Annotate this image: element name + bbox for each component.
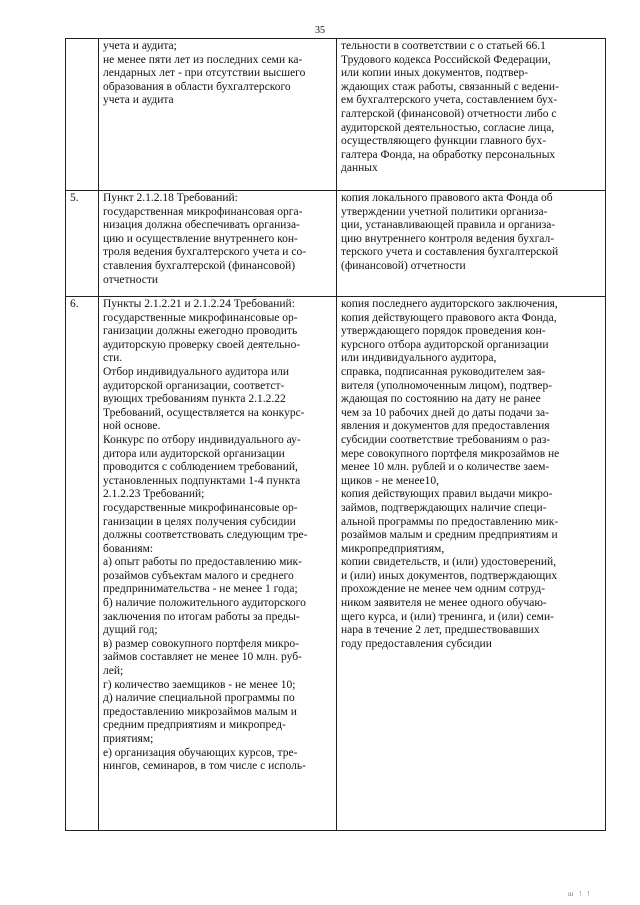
documents-text: копия локального правового акта Фонда об утверждении учетной политики организа- ции, устанавливающей правила и организа- цию внутреннего контроля ведения бухгал- терского учета и составления бухгалтерской (финансовой) отчетности	[337, 191, 606, 297]
page-number: 35	[315, 25, 325, 36]
requirements-table	[65, 38, 606, 831]
requirement-text: учета и аудита; не менее пяти лет из последних семи ка- лендарных лет - при отсутствии высшего образования в области бухгалтерского учета и аудита	[99, 39, 337, 191]
scan-mark: ш ! !	[568, 890, 592, 898]
requirement-text: Пункт 2.1.2.18 Требований: государственная микрофинансовая орга- низация должна обеспечивать организа- цию и осуществление внутреннего кон- троля ведения бухгалтерского учета и со- ставления бухгалтерской (финансовой) отчетности	[99, 191, 337, 297]
documents-text: тельности в соответствии с о статьей 66.1 Трудового кодекса Российской Федерации, или копии иных документов, подтвер- ждающих стаж работы, связанный с ведени- ем бухгалтерского учета, составлением бух- галтерской (финансовой) отчетности либо с аудиторской деятельностью, согласие лица, осуществляющего функции главного бух- галтера Фонда, на обработку персональных данных	[337, 39, 606, 191]
table-row	[66, 39, 606, 191]
requirement-text: Пункты 2.1.2.21 и 2.1.2.24 Требований: государственные микрофинансовые ор- ганизации должны ежегодно проводить аудиторскую проверку своей деятельно- сти. Отбор индивидуального аудитора или аудиторской организации, соответст- вующих требованиям пункта 2.1.2.22 Требований, осуществляется на конкурс- ной основе. Конкурс по отбору индивидуального ау- дитора или аудиторской организации проводится с соблюдением требований, установленных подпунктами 1-4 пункта 2.1.2.23 Требований; государственные микрофинансовые ор- ганизации в целях получения субсидии должны соответствовать следующим тре- бованиям: а) опыт работы по предоставлению мик- розаймов субъектам малого и среднего предпринимательства - не менее 1 года; б) наличие положительного аудиторского заключения по итогам работы за преды- дущий год; в) размер совокупного портфеля микро- займов составляет не менее 10 млн. руб- лей; г) количество заемщиков - не менее 10; д) наличие специальной программы по предоставлению микрозаймов малым и средним предприятиям и микропред- приятиям; е) организация обучающих курсов, тре- нингов, семинаров, в том числе с исполь-	[99, 297, 337, 831]
documents-text: копия последнего аудиторского заключения, копия действующего правового акта Фонда, утверждающего порядок проведения кон- курсного отбора аудиторской организации или индивидуального аудитора, справка, подписанная руководителем зая- вителя (уполномоченным лицом), подтвер- ждающая по состоянию на дату не ранее чем за 10 рабочих дней до даты подачи за- явления и документов для предоставления субсидии соответствие требованиям о раз- мере совокупного портфеля микрозаймов не менее 10 млн. рублей и о количестве заем- щиков - не менее10, копия действующих правил выдачи микро- займов, подтверждающих наличие специ- альной программы по предоставлению мик- розаймов малым и средним предприятиям и микропредприятиям, копии свидетельств, и (или) удостоверений, и (или) иных документов, подтверждающих прохождение не менее чем одним сотруд- ником заявителя не менее одного обучаю- щего курса, и (или) тренинга, и (или) семи- нара в течение 2 лет, предшествовавших году предоставления субсидии	[337, 297, 606, 831]
table-row	[66, 191, 606, 297]
row-number	[66, 39, 99, 191]
table-row	[66, 297, 606, 831]
row-number: 6.	[66, 297, 99, 831]
row-number: 5.	[66, 191, 99, 297]
